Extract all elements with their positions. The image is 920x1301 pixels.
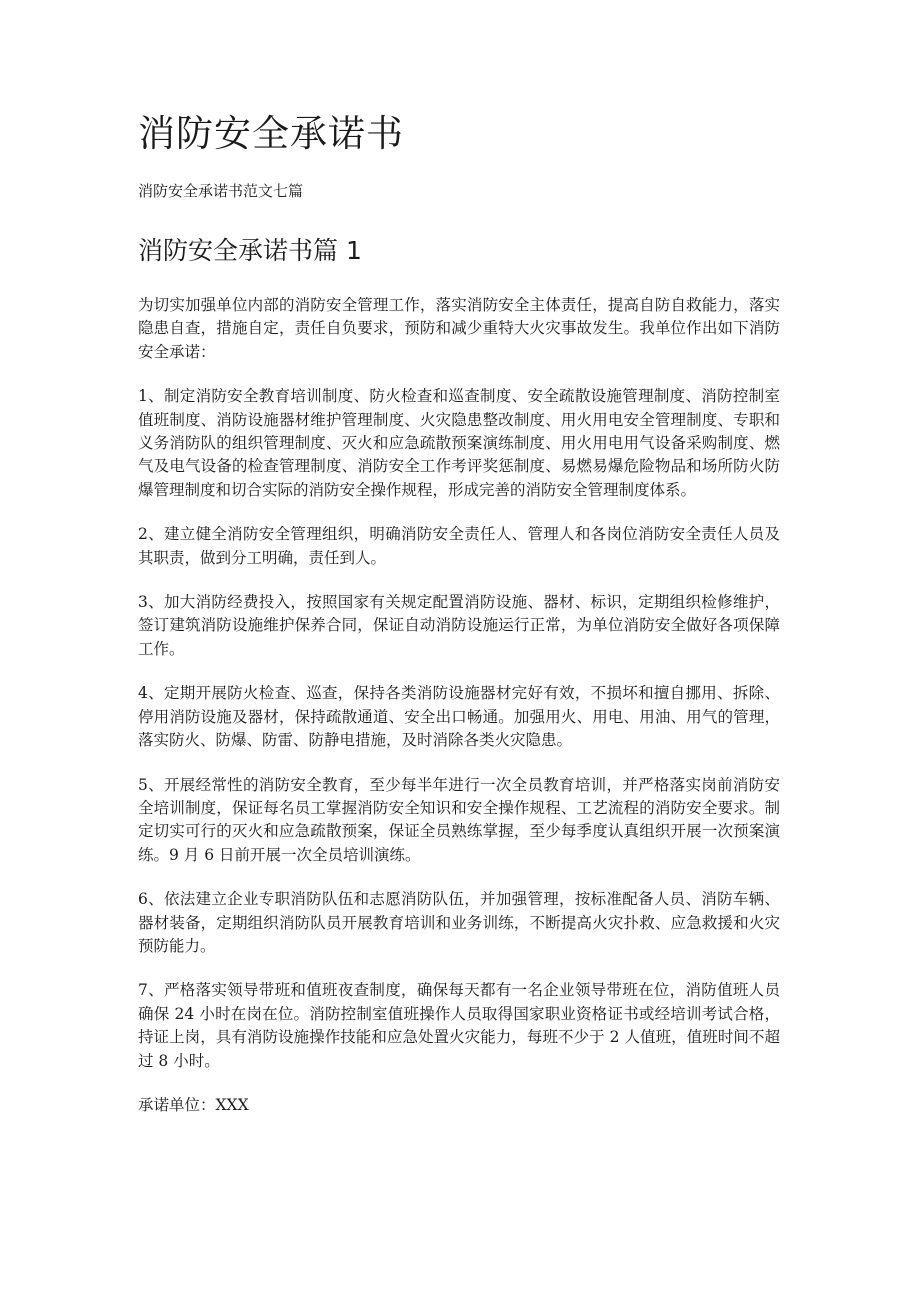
document-body [138,294,780,1117]
intro-paragraph: 为切实加强单位内部的消防安全管理工作，落实消防安全主体责任，提高自防自救能力，落实隐患自查，措施自定，责任自负要求，预防和减少重特大火灾事故发生。我单位作出如下消防安全承诺： [138,296,780,361]
commitment-item-1: 1、制定消防安全教育培训制度、防火检查和巡查制度、安全疏散设施管理制度、消防控制室值班制度、消防设施器材维护管理制度、火灾隐患整改制度、用火用电安全管理制度、专职和义务消防队的组织管理制度、灭火和应急疏散预案演练制度、用火用电用气设备采购制度、燃气及电气设备的检查管理制度、消防安全工作考评奖惩制度、易燃易爆危险物品和场所防火防爆管理制度和切合实际的消防安全操作规程，形成完善的消防安全管理制度体系。 [138,387,780,499]
document-subtitle: 消防安全承诺书范文七篇 [138,182,304,200]
commitment-item-7: 7、严格落实领导带班和值班夜查制度，确保每天都有一名企业领导带班在位，消防值班人员确保 24 小时在岗在位。消防控制室值班操作人员取得国家职业资格证书或经培训考试合格，持证上岗，具有消防设施操作技能和应急处置火灾能力，每班不少于 2 人值班，值班时间不超过 8 小时。 [138,981,780,1070]
commitment-item-6: 6、依法建立企业专职消防队伍和志愿消防队伍，并加强管理，按标准配备人员、消防车辆、器材装备，定期组织消防队员开展教育培训和业务训练，不断提高火灾扑救、应急救援和火灾预防能力。 [138,890,780,955]
signoff-line: 承诺单位：XXX [138,1095,249,1114]
section-heading: 消防安全承诺书篇 1 [138,236,362,265]
commitment-item-3: 3、加大消防经费投入，按照国家有关规定配置消防设施、器材、标识，定期组织检修维护，签订建筑消防设施维护保养合同，保证自动消防设施运行正常，为单位消防安全做好各项保障工作。 [138,593,780,658]
document-title: 消防安全承诺书 [138,112,404,155]
commitment-item-4: 4、定期开展防火检查、巡查，保持各类消防设施器材完好有效，不损坏和擅自挪用、拆除、停用消防设施及器材，保持疏散通道、安全出口畅通。加强用火、用电、用油、用气的管理，落实防火、防爆、防雷、防静电措施，及时消除各类火灾隐患。 [138,684,780,750]
commitment-item-5: 5、开展经常性的消防安全教育，至少每半年进行一次全员教育培训，并严格落实岗前消防安全培训制度，保证每名员工掌握消防安全知识和安全操作规程、工艺流程的消防安全要求。制定切实可行的灭火和应急疏散预案，保证全员熟练掌握，至少每季度认真组织开展一次预案演练。9 月 6 日前开展一次全员培训演练。 [138,775,780,864]
commitment-item-2: 2、建立健全消防安全管理组织，明确消防安全责任人、管理人和各岗位消防安全责任人员及其职责，做到分工明确，责任到人。 [138,525,780,567]
